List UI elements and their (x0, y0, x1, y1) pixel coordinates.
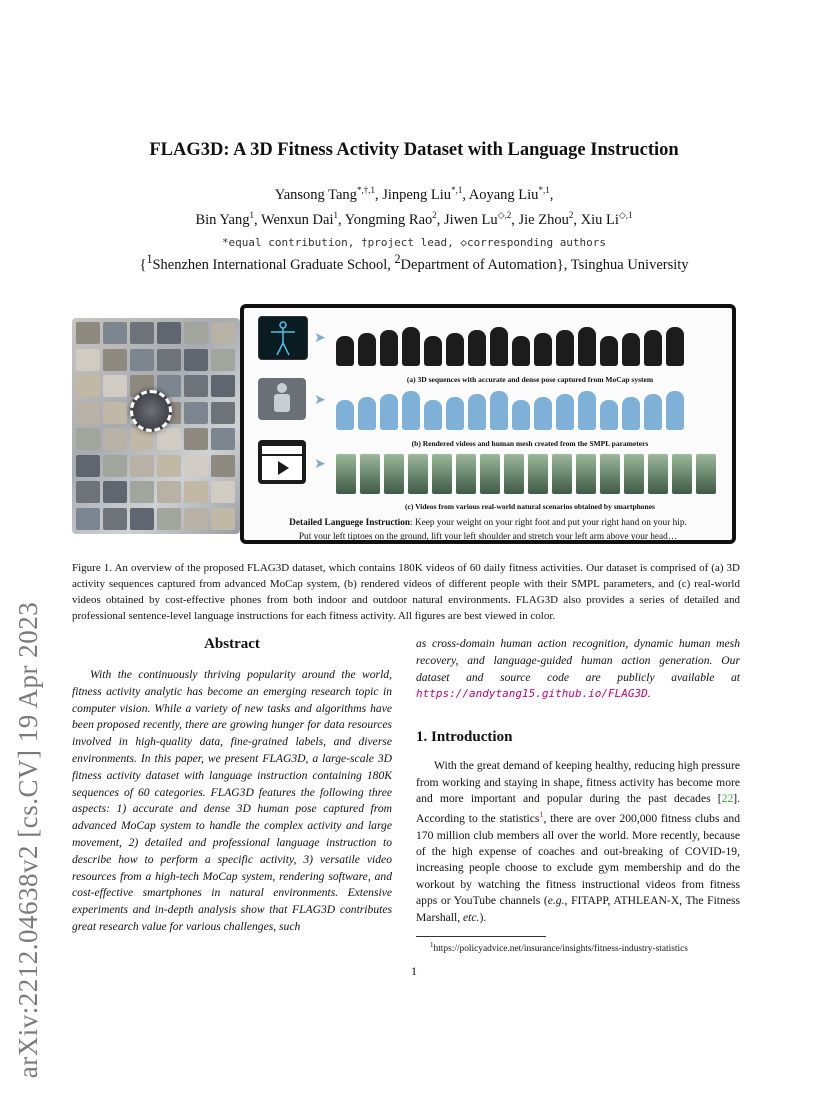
row-b-label: (b) Rendered videos and human mesh created from the SMPL parameters (411, 439, 649, 448)
human-figure (432, 454, 452, 494)
page-number: 1 (411, 964, 417, 978)
author-name: Wenxun Dai (260, 211, 334, 228)
human-figure (446, 333, 464, 366)
clapperboard-icon (258, 440, 306, 484)
human-figure (672, 454, 692, 494)
human-figure (600, 400, 618, 430)
video-thumbnail (211, 349, 235, 371)
figure-panel (240, 304, 736, 544)
paper-title: FLAG3D: A 3D Fitness Activity Dataset with Language Instruction (149, 140, 679, 160)
figure-overview (72, 304, 740, 546)
video-thumbnail (76, 428, 100, 450)
human-figure (534, 397, 552, 430)
human-figure (336, 454, 356, 494)
video-thumbnail (211, 322, 235, 344)
arrow-right-icon: ➤ (314, 456, 326, 472)
video-thumbnail (211, 375, 235, 397)
human-figure (490, 391, 508, 430)
video-thumbnail (130, 322, 154, 344)
author-line-2: Bin Yang$^1$, Wenxun Dai$^1$, Yongming Rao$^2$, Jiwen $Lu^{◇,2}$, Jie Zhou$^2$, Xiu $Li^{◇,1}$ (195, 209, 633, 228)
human-figure (528, 454, 548, 494)
human-figure (456, 454, 476, 494)
video-thumbnail (103, 481, 127, 503)
video-thumbnail (184, 402, 208, 424)
video-thumbnail (103, 322, 127, 344)
human-figure (424, 400, 442, 430)
dataset-link[interactable]: https://andytang15.github.io/FLAG3D (416, 687, 648, 701)
video-thumbnail (157, 481, 181, 503)
human-figure (622, 333, 640, 366)
human-figure (512, 400, 530, 430)
human-figure (552, 454, 572, 494)
rendering-software-icon (258, 378, 306, 420)
author-name: Jiwen Lu (444, 211, 498, 228)
video-thumbnail (103, 428, 127, 450)
video-thumbnail (211, 455, 235, 477)
human-figure (468, 394, 486, 430)
video-sequence-strip (336, 450, 716, 494)
abstract-column (72, 636, 392, 936)
human-figure (556, 394, 574, 430)
mesh-sequence-strip (336, 386, 684, 430)
human-figure (666, 391, 684, 430)
video-thumbnail (130, 455, 154, 477)
video-thumbnail (103, 349, 127, 371)
row-a-label: (a) 3D sequences with accurate and dense pose captured from MoCap system (406, 375, 654, 384)
human-figure (380, 394, 398, 430)
intro-paragraph: With the great demand of keeping healthy, reducing high pressure from working and staying in shape, fitness activity has become more and more important and popular during the past decades [22]. According to the statistics$^1$, there are over 200,000 fitness clubs and 170 million club members all over the world. More recently, because of the high expense of coaches and out-breaking of COVID-19, increasing people choose to exclude gym membership and do the workout by watching the fitness instructional videos from fitness apps or YouTube channels (e.g., FITAPP, ATHLEAN-X, The Fitness Marshall, etc.). (416, 759, 740, 924)
human-figure (622, 397, 640, 430)
video-thumbnail (157, 508, 181, 530)
author-name: Xiu Li (580, 211, 619, 228)
human-figure (644, 394, 662, 430)
intro-heading: 1. Introduction (416, 729, 513, 746)
video-thumbnail (211, 481, 235, 503)
video-thumbnail (76, 481, 100, 503)
human-figure (384, 454, 404, 494)
video-thumbnail (103, 402, 127, 424)
human-figure (360, 454, 380, 494)
video-thumbnail (157, 428, 181, 450)
video-thumbnail (130, 349, 154, 371)
video-thumbnail (211, 428, 235, 450)
human-figure (600, 454, 620, 494)
human-figure (380, 330, 398, 366)
video-thumbnail (76, 455, 100, 477)
video-thumbnail (184, 322, 208, 344)
video-thumbnail (157, 349, 181, 371)
human-figure (578, 327, 596, 366)
video-thumbnail (184, 349, 208, 371)
video-thumbnail (157, 455, 181, 477)
video-thumbnail (184, 428, 208, 450)
video-thumbnail (184, 455, 208, 477)
footnote: $^1$https://policyadvice.net/insurance/insights/fitness-industry-statistics (430, 941, 688, 955)
video-thumbnail (157, 322, 181, 344)
video-thumbnail (76, 322, 100, 344)
video-thumbnail (184, 481, 208, 503)
human-figure (490, 327, 508, 366)
video-thumbnail (130, 508, 154, 530)
human-figure (696, 454, 716, 494)
author-name: Bin Yang (195, 211, 250, 228)
mocap-sequence-strip (336, 322, 684, 366)
author-line-1: Yansong Tang$^{*,\dagger,1}$, Jinpeng Liu$^{*,1}$, Aoyang Liu$^{*,1}$, (274, 185, 554, 203)
citation-link[interactable]: 22 (721, 792, 734, 805)
author-name: Jie Zhou (518, 211, 569, 228)
video-thumbnail (184, 375, 208, 397)
human-figure (534, 333, 552, 366)
human-figure (512, 336, 530, 366)
language-instruction: Detailed Languege Instruction: Keep your weight on your right foot and put your right hand on your hip. Put your left tiptoes on the ground, lift your left shoulder and stretch your left arm above your head… (289, 518, 687, 542)
human-figure (424, 336, 442, 366)
human-figure (408, 454, 428, 494)
human-figure (624, 454, 644, 494)
video-thumbnail (103, 375, 127, 397)
video-thumbnail (103, 455, 127, 477)
footnote-rule (416, 936, 546, 937)
abstract-continued: as cross-domain human action recognition, dynamic human mesh recovery, and language-guided human action generation. Our dataset and source code are publicly available at https://andytang15.github.io/FLAG3D. (416, 637, 740, 701)
human-figure (402, 327, 420, 366)
video-thumbnail (184, 508, 208, 530)
human-figure (480, 454, 500, 494)
author-name: Aoyang Liu (468, 186, 539, 203)
arrow-right-icon: ➤ (314, 330, 326, 346)
author-notes: *equal contribution, †project lead, ◇corresponding authors (221, 236, 607, 249)
arxiv-stamp: arXiv:2212.04638v2 [cs.CV] 19 Apr 2023 (13, 601, 43, 1079)
human-figure (648, 454, 668, 494)
video-collage (72, 318, 240, 534)
human-figure (336, 336, 354, 366)
human-figure (358, 333, 376, 366)
camera-lens-icon (130, 390, 172, 432)
video-thumbnail (211, 508, 235, 530)
video-thumbnail (76, 375, 100, 397)
video-thumbnail (211, 402, 235, 424)
human-figure (644, 330, 662, 366)
human-figure (402, 391, 420, 430)
author-name: Jinpeng Liu (382, 186, 452, 203)
video-thumbnail (130, 481, 154, 503)
abstract-heading: Abstract (204, 636, 260, 652)
abstract-text: With the continuously thriving popularity around the world, fitness activity analytic has become an emerging research topic in computer vision. While a variety of new tasks and algorithms have been proposed recently, there are growing hunger for data resources involved in high-quality data, fine-grained labels, and diverse environments. In this paper, we present FLAG3D, a large-scale 3D fitness activity dataset with language instruction containing 180K sequences of 60 categories. FLAG3D features the following three aspects: 1) accurate and dense 3D human pose captured from advanced MoCap system to handle the complex activity and large movement, 2) detailed and professional language instruction to describe how to perform a specific activity, 3) versatile video resources from a high-tech MoCap system, rendering software, and cost-effective smartphones in natural environments. Extensive experiments and in-depth analysis show that FLAG3D contributes great research value for various challenges, such (72, 668, 392, 933)
human-figure (578, 391, 596, 430)
footnote-link[interactable]: 1 (539, 810, 544, 820)
video-thumbnail (76, 402, 100, 424)
human-figure (600, 336, 618, 366)
figure-caption: Figure 1. An overview of the proposed FLAG3D dataset, which contains 180K videos of 60 daily fitness activities. Our dataset is comprised of (a) 3D activity sequences captured from advanced MoCap system, (b) rendered videos of different people with their SMPL parameters, and (c) real-world videos obtained by cost-effective phones from both indoor and outdoor natural environments. FLAG3D also provides a series of detailed and professional sentence-level language instructions for each fitness activity. All figures are best viewed in color. (72, 562, 740, 622)
affiliation: {$^1$Shenzhen International Graduate School, $^2$Department of Automation}, Tsinghua University (139, 252, 689, 273)
human-figure (666, 327, 684, 366)
human-figure (576, 454, 596, 494)
right-column (416, 636, 740, 954)
row-c-label: (c) Videos from various real-world natural scenarios obtained by smartphones (405, 502, 655, 511)
video-thumbnail (76, 349, 100, 371)
author-name: Yongming Rao (344, 211, 433, 228)
human-figure (358, 397, 376, 430)
human-figure (504, 454, 524, 494)
human-figure (446, 397, 464, 430)
arrow-right-icon: ➤ (314, 392, 326, 408)
video-thumbnail (103, 508, 127, 530)
author-list (80, 180, 748, 230)
mocap-system-icon (258, 316, 308, 360)
author-name: Yansong Tang (274, 186, 357, 203)
video-thumbnail (76, 508, 100, 530)
human-figure (468, 330, 486, 366)
human-figure (336, 400, 354, 430)
human-figure (556, 330, 574, 366)
